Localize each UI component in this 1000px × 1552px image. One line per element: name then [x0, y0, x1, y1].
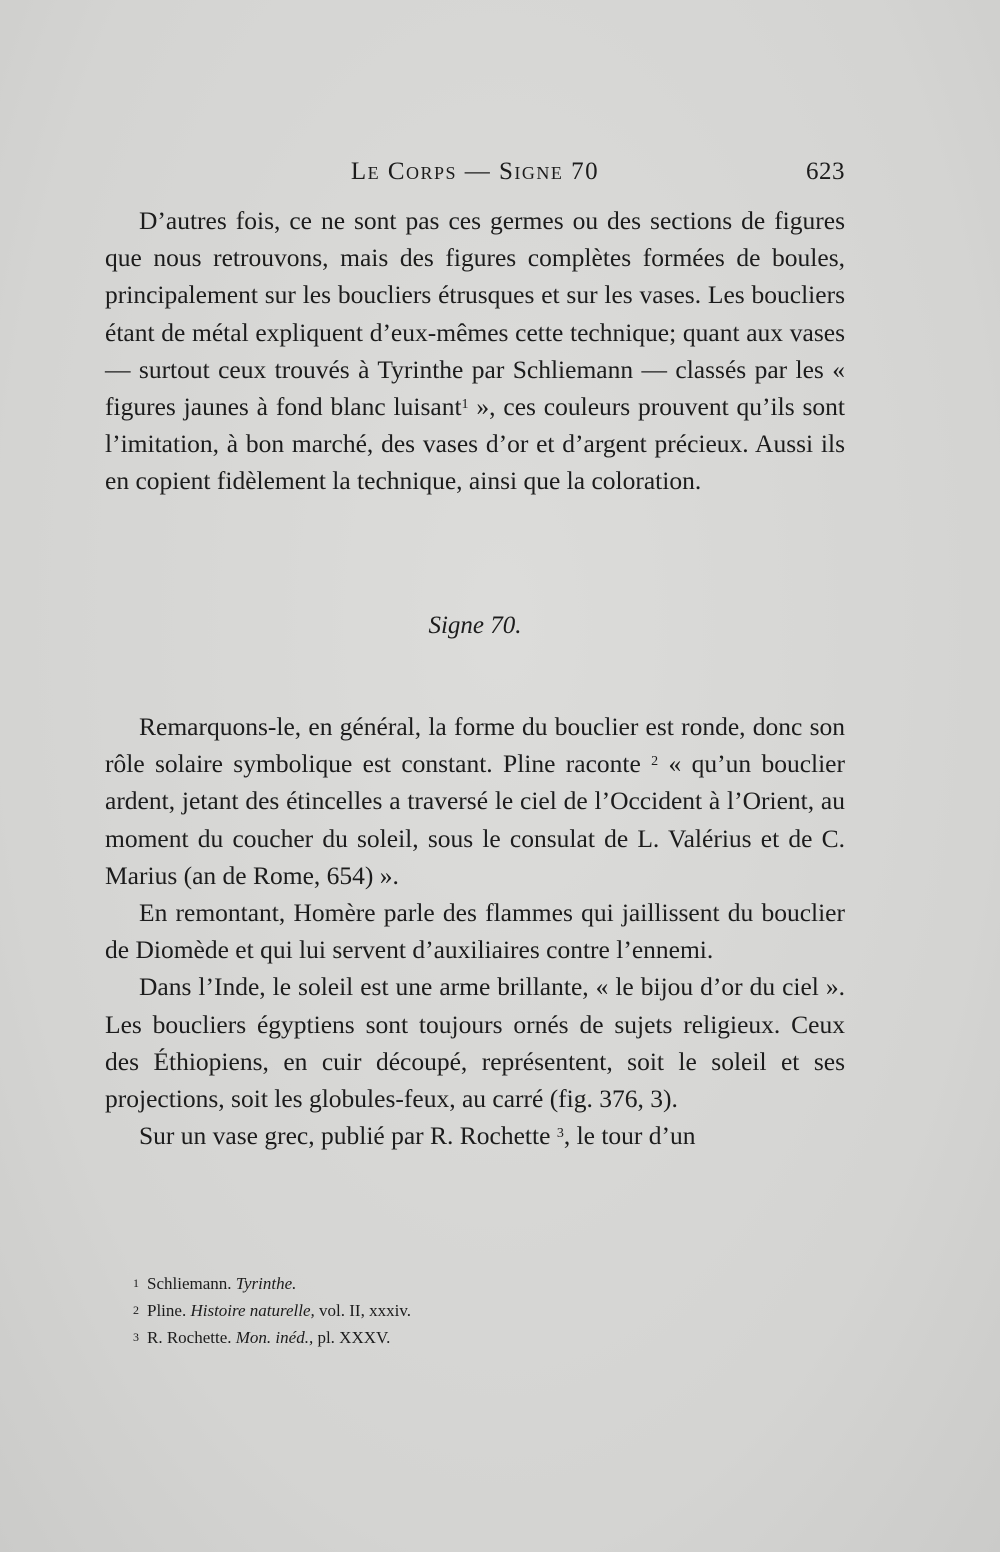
footnote-text: pl. XXXV.: [313, 1328, 391, 1347]
text-block-bottom: [105, 708, 845, 1154]
footnote: [133, 1270, 833, 1297]
footnote-text: R. Rochette.: [147, 1328, 236, 1347]
paragraph-text: D’autres fois, ce ne sont pas ces germes ou des sections de figures que nous retrouvons, mais des figures complètes formées de boules, principalement sur les boucliers étrusques et sur les vases. Les boucliers étant de métal expliquent d’eux-mêmes cette technique; quant aux vases — surtout ceux trouvés à Tyrinthe par Schliemann — classés par les « figures jaunes à fond blanc luisant: [105, 206, 845, 422]
paragraph-text: « qu’un bouclier ardent, jetant des étincelles a traversé le ciel de l’Occident à l’Orient, au moment du coucher du soleil, sous le consulat de L. Valérius et de C. Marius (an de Rome, 654) ».: [105, 749, 845, 890]
running-title: Le Corps — Signe 70: [350, 158, 600, 185]
page-number: 623: [806, 158, 845, 185]
footnote-number: 2: [133, 1303, 139, 1317]
footnote-text: Schliemann.: [147, 1274, 236, 1293]
paragraph-text: Remarquons-le, en général, la forme du bouclier est ronde, donc son rôle solaire symbolique est constant. Pline raconte: [105, 712, 845, 779]
paragraph-text: , le tour d’un: [563, 1121, 696, 1151]
paragraph: [105, 1117, 845, 1154]
footnotes: [133, 1270, 833, 1351]
paragraph: [105, 708, 845, 894]
paragraph: Dans l’Inde, le soleil est une arme brillante, « le bijou d’or du ciel ». Les boucliers égyptiens sont toujours ornés de sujets religieux. Ceux des Éthiopiens, en cuir découpé, représentent, soit le soleil et ses projections, soit les globules-feux, au carré (fig. 376, 3).: [105, 972, 845, 1114]
paragraph: En remontant, Homère parle des flammes qui jaillissent du bouclier de Diomède et qui lui servent d’auxiliaires contre l’ennemi.: [105, 898, 845, 965]
paragraph-text: Sur un vase grec, publié par R. Rochette: [139, 1121, 557, 1151]
footnote-ref: 3: [556, 1126, 564, 1142]
footnote-ref: 2: [651, 754, 659, 770]
footnote-title: Histoire naturelle,: [190, 1301, 315, 1320]
footnote-ref: 1: [461, 397, 469, 413]
footnote-title: Tyrinthe.: [235, 1274, 297, 1293]
paragraph-text: », ces couleurs prouvent qu’ils sont l’imitation, à bon marché, des vases d’or et d’argent précieux. Aussi ils en copient fidèlement la technique, ainsi que la coloration.: [105, 392, 845, 496]
running-head: [105, 158, 845, 192]
footnote: [133, 1297, 833, 1324]
footnote: [133, 1324, 833, 1351]
footnote-title: Mon. inéd.,: [235, 1328, 314, 1347]
paragraph: [105, 202, 845, 500]
footnote-number: 3: [133, 1330, 139, 1344]
footnote-text: Pline.: [147, 1301, 191, 1320]
footnote-text: vol. II, xxxiv.: [314, 1301, 411, 1320]
footnote-number: 1: [133, 1276, 139, 1290]
section-heading: Signe 70.: [428, 612, 522, 639]
text-block-top: [105, 202, 845, 500]
